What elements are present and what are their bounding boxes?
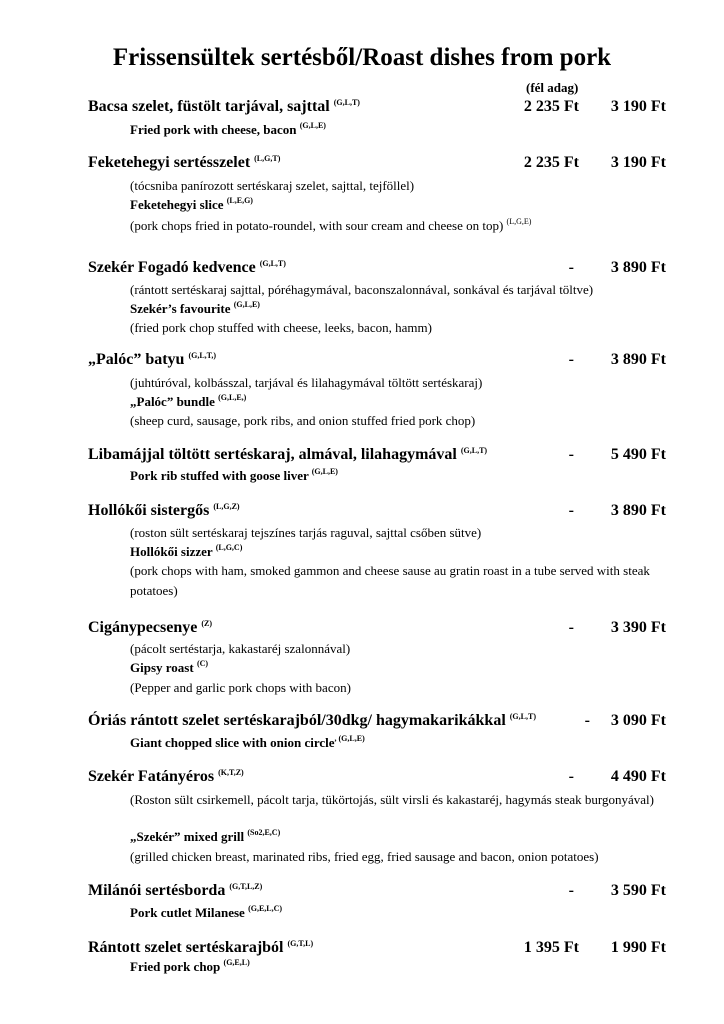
dish-description: (tócsniba panírozott sertéskaraj szelet, sajttal, tejföllel) bbox=[130, 178, 415, 193]
dish-name: Cigánypecsenye $^{(Z)}$ bbox=[88, 619, 212, 636]
dish-english-name: Fried pork with cheese, bacon $^{(G,L,E)}$ bbox=[130, 121, 326, 137]
dish-english-name: Giant chopped slice with onion circle$^{, (G,L,E)}$ bbox=[130, 734, 365, 750]
dish-english-name: „Szekér” mixed grill $^{(So2,E,C)}$ bbox=[130, 828, 281, 844]
price: 4 490 Ft bbox=[610, 768, 666, 785]
dish-english-name: Hollókői sizzer $^{(L,G,C)}$ bbox=[130, 543, 243, 559]
dish-english-name: Szekér’s favourite $^{(G,L,E)}$ bbox=[130, 300, 260, 316]
price: 3 390 Ft bbox=[610, 619, 666, 636]
price: 3 890 Ft bbox=[610, 502, 666, 519]
price: 3 090 Ft bbox=[610, 712, 666, 729]
half-portion-header: (fél adag) bbox=[526, 80, 579, 95]
dish-name: Szekér Fogadó kedvence $^{(G,L,T)}$ bbox=[88, 259, 286, 276]
half-price: 2 235 Ft bbox=[523, 98, 579, 115]
half-price: - bbox=[584, 712, 590, 729]
dish-description: (juhtúróval, kolbásszal, tarjával és lilahagymával töltött sertéskaraj) bbox=[130, 375, 483, 390]
dish-english-description: (sheep curd, sausage, pork ribs, and onion stuffed fried pork chop) bbox=[130, 413, 476, 428]
half-price: - bbox=[568, 768, 574, 785]
dish-english-name: Pork cutlet Milanese $^{(G,E,L,C)}$ bbox=[130, 904, 283, 920]
price: 3 590 Ft bbox=[610, 882, 666, 899]
half-price: - bbox=[568, 351, 574, 368]
dish-english-name: Fried pork chop $^{(G,E,L)}$ bbox=[130, 958, 250, 974]
price: 3 190 Ft bbox=[610, 98, 666, 115]
dish-name: Óriás rántott szelet sertéskarajból/30dkg/ hagymakarikákkal $^{(G,L,T)}$ bbox=[88, 712, 536, 729]
dish-description: (rántott sertéskaraj sajttal, póréhagymával, baconszalonnával, sonkával és tarjával töltve) bbox=[130, 282, 594, 297]
half-price: 2 235 Ft bbox=[523, 154, 579, 171]
dish-description: (pácolt sertéstarja, kakastaréj szalonnával) bbox=[130, 641, 351, 656]
dish-english-description: (Pepper and garlic pork chops with bacon) bbox=[130, 680, 351, 695]
dish-english-description: (fried pork chop stuffed with cheese, leeks, bacon, hamm) bbox=[130, 320, 432, 335]
dish-description: (roston sült sertéskaraj tejszínes tarjás raguval, sajttal csőben sütve) bbox=[130, 525, 482, 540]
half-price: - bbox=[568, 502, 574, 519]
dish-name: Rántott szelet sertéskarajból $^{(G,T,L)}$ bbox=[88, 939, 314, 956]
dish-english-name: Pork rib stuffed with goose liver $^{(G,L,E)}$ bbox=[130, 467, 338, 483]
dish-name: Bacsa szelet, füstölt tarjával, sajttal $^{(G,L,T)}$ bbox=[88, 98, 360, 115]
dish-name: Milánói sertésborda $^{(G,T,L,Z)}$ bbox=[88, 882, 263, 899]
dish-name: „Palóc” batyu $^{(G,L,T,)}$ bbox=[88, 351, 217, 368]
dish-name: Szekér Fatányéros $^{(K,T,Z)}$ bbox=[88, 768, 244, 785]
half-price: - bbox=[568, 882, 574, 899]
price: 3 890 Ft bbox=[610, 259, 666, 276]
half-price: - bbox=[568, 259, 574, 276]
half-price: - bbox=[568, 619, 574, 636]
half-price: - bbox=[568, 446, 574, 463]
price: 1 990 Ft bbox=[610, 939, 666, 956]
dish-name: Feketehegyi sertésszelet $^{(L,G,T)}$ bbox=[88, 154, 281, 171]
page-title: Frissensültek sertésből/Roast dishes from pork bbox=[112, 44, 612, 71]
dish-english-description: (pork chops fried in potato-roundel, with sour cream and cheese on top) $^{(L,G,E)}$ bbox=[130, 217, 532, 233]
dish-english-description: (pork chops with ham, smoked gammon and cheese sause au gratin roast in a tube served with steak potatoes) bbox=[130, 563, 650, 598]
dish-description: (Roston sült csirkemell, pácolt tarja, tükörtojás, sült virsli és kakastaréj, hagymás steak burgonyával) bbox=[130, 792, 654, 807]
dish-english-name: Gipsy roast $^{(C)}$ bbox=[130, 659, 209, 675]
dish-name: Hollókői sistergős $^{(L,G,Z)}$ bbox=[88, 502, 240, 519]
half-price: 1 395 Ft bbox=[523, 939, 579, 956]
dish-english-name: „Palóc” bundle $^{(G,L,E,)}$ bbox=[130, 393, 247, 409]
price: 5 490 Ft bbox=[610, 446, 666, 463]
price: 3 890 Ft bbox=[610, 351, 666, 368]
dish-english-description: (grilled chicken breast, marinated ribs, fried egg, fried sausage and bacon, onion potatoes) bbox=[130, 849, 599, 864]
dish-name: Libamájjal töltött sertéskaraj, almával, lilahagymával $^{(G,L,T)}$ bbox=[88, 446, 488, 463]
dish-english-name: Feketehegyi slice $^{(L,E,G)}$ bbox=[130, 196, 253, 212]
price: 3 190 Ft bbox=[610, 154, 666, 171]
